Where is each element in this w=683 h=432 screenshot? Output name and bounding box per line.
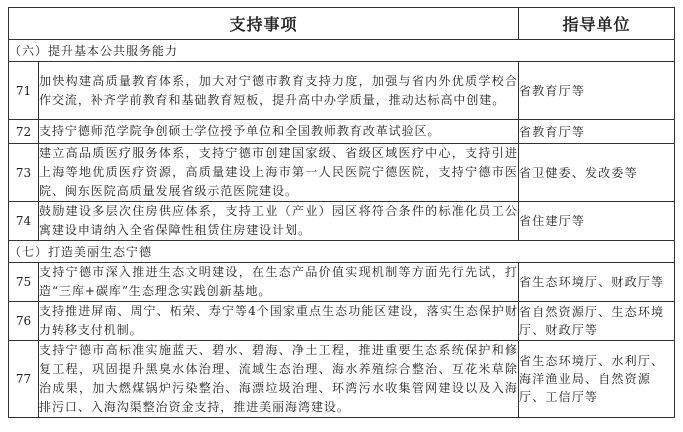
table-row	[9, 341, 675, 418]
section-title: （六）提升基本公共服务能力	[9, 40, 675, 62]
row-unit: 省生态环境厅、水利厅、海洋渔业局、自然资源厅、工信厅等	[519, 341, 675, 418]
table-row	[9, 120, 675, 144]
row-number: 72	[9, 120, 39, 144]
row-number: 71	[9, 62, 39, 120]
row-number: 75	[9, 263, 39, 302]
row-content: 鼓励建设多层次住房供应体系，支持工业（产业）园区将符合条件的标准化员工公寓建设申请纳入全省保障性租赁住房建设计划。	[39, 202, 519, 241]
section-title: （七）打造美丽生态宁德	[9, 241, 675, 263]
row-number: 77	[9, 341, 39, 418]
table-header-row	[9, 8, 675, 40]
row-content: 建立高品质医疗服务体系，支持宁德市创建国家级、省级区域医疗中心，支持引进上海等地优质医疗资源，高质量建设上海市第一人民医院宁德医院，支持宁德市医院、闽东医院高质量发展省级示范医院建设。	[39, 144, 519, 202]
row-unit: 省卫健委、发改委等	[519, 144, 675, 202]
row-number: 74	[9, 202, 39, 241]
section-row	[9, 241, 675, 263]
row-unit: 省生态环境厅、财政厅等	[519, 263, 675, 302]
row-content: 支持宁德市高标准实施蓝天、碧水、碧海、净土工程，推进重要生态系统保护和修复工程，巩固提升黑臭水体治理、流域生态治理、海水养殖综合整治、互花米草除治成果，加大燃煤锅炉污染整治、海漂垃圾治理、环湾污水收集管网建设以及入海排污口、入海沟渠整治资金支持，推进美丽海湾建设。	[39, 341, 519, 418]
row-number: 73	[9, 144, 39, 202]
row-content: 支持宁德师范学院争创硕士学位授予单位和全国教师教育改革试验区。	[39, 120, 519, 144]
row-content: 加快构建高质量教育体系，加大对宁德市教育支持力度，加强与省内外优质学校合作交流，补齐学前教育和基础教育短板，提升高中办学质量，推动达标高中创建。	[39, 62, 519, 120]
table-row	[9, 263, 675, 302]
table-row	[9, 62, 675, 120]
support-items-table	[8, 7, 675, 418]
table-row	[9, 144, 675, 202]
row-unit: 省教育厅等	[519, 120, 675, 144]
row-content: 支持推进屏南、周宁、柘荣、寿宁等4个国家重点生态功能区建设，落实生态保护财力转移支付机制。	[39, 302, 519, 341]
table-row	[9, 202, 675, 241]
table-row	[9, 302, 675, 341]
row-number: 76	[9, 302, 39, 341]
row-content: 支持宁德市深入推进生态文明建设，在生态产品价值实现机制等方面先行先试，打造“三库+碳库”生态理念实践创新基地。	[39, 263, 519, 302]
row-unit: 省住建厅等	[519, 202, 675, 241]
section-row	[9, 40, 675, 62]
row-unit: 省教育厅等	[519, 62, 675, 120]
row-unit: 省自然资源厅、生态环境厅、财政厅等	[519, 302, 675, 341]
header-support-items: 支持事项	[9, 8, 519, 40]
header-guiding-unit: 指导单位	[519, 8, 675, 40]
